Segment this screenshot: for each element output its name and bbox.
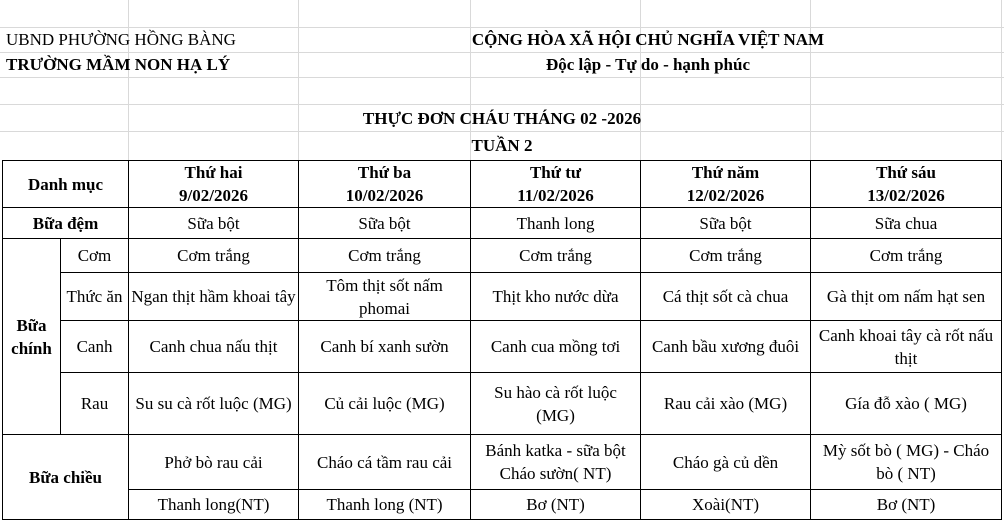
menu-cell: Canh cua mồng tơi bbox=[471, 321, 641, 373]
menu-cell: Thanh long(NT) bbox=[129, 490, 299, 520]
sub-label: Thức ăn bbox=[61, 273, 129, 321]
table-row bbox=[3, 273, 1002, 321]
table-row bbox=[3, 490, 1002, 520]
menu-cell: Canh bí xanh sườn bbox=[299, 321, 471, 373]
menu-cell: Su su cà rốt luộc (MG) bbox=[129, 373, 299, 435]
menu-table bbox=[2, 160, 1002, 520]
menu-cell: Sữa chua bbox=[811, 208, 1002, 239]
menu-cell: Sữa bột bbox=[641, 208, 811, 239]
menu-cell: Canh chua nấu thịt bbox=[129, 321, 299, 373]
menu-cell: Thịt kho nước dừa bbox=[471, 273, 641, 321]
table-row bbox=[3, 435, 1002, 490]
menu-cell: Cháo cá tầm rau cải bbox=[299, 435, 471, 490]
nation-line-1: CỘNG HÒA XÃ HỘI CHỦ NGHĨA VIỆT NAM bbox=[471, 30, 825, 49]
menu-cell: Cơm trắng bbox=[641, 239, 811, 273]
table-header-row bbox=[3, 161, 1002, 208]
nation-line-2: Độc lập - Tự do - hạnh phúc bbox=[545, 55, 751, 74]
sub-label: Cơm bbox=[61, 239, 129, 273]
menu-cell: Gà thịt om nấm hạt sen bbox=[811, 273, 1002, 321]
menu-cell: Bơ (NT) bbox=[471, 490, 641, 520]
table-row bbox=[3, 321, 1002, 373]
org-line-1: UBND PHƯỜNG HỒNG BÀNG bbox=[6, 30, 236, 49]
menu-cell: Cơm trắng bbox=[129, 239, 299, 273]
menu-cell: Phở bò rau cải bbox=[129, 435, 299, 490]
menu-cell: Bơ (NT) bbox=[811, 490, 1002, 520]
menu-cell: Cháo gà củ dền bbox=[641, 435, 811, 490]
day-header: Thứ hai 9/02/2026 bbox=[129, 161, 299, 208]
menu-cell: Củ cải luộc (MG) bbox=[299, 373, 471, 435]
day-header: Thứ tư 11/02/2026 bbox=[471, 161, 641, 208]
menu-cell: Sữa bột bbox=[299, 208, 471, 239]
menu-cell: Rau cải xào (MG) bbox=[641, 373, 811, 435]
table-row bbox=[3, 239, 1002, 273]
menu-cell: Gía đỗ xào ( MG) bbox=[811, 373, 1002, 435]
sub-label: Canh bbox=[61, 321, 129, 373]
menu-cell: Canh bầu xương đuôi bbox=[641, 321, 811, 373]
day-header: Thứ sáu 13/02/2026 bbox=[811, 161, 1002, 208]
table-row bbox=[3, 208, 1002, 239]
category-header: Danh mục bbox=[3, 161, 129, 208]
menu-cell: Cơm trắng bbox=[811, 239, 1002, 273]
day-header: Thứ năm 12/02/2026 bbox=[641, 161, 811, 208]
menu-cell: Bánh katka - sữa bột Cháo sườn( NT) bbox=[471, 435, 641, 490]
menu-cell: Xoài(NT) bbox=[641, 490, 811, 520]
sub-label: Rau bbox=[61, 373, 129, 435]
menu-cell: Mỳ sốt bò ( MG) - Cháo bò ( NT) bbox=[811, 435, 1002, 490]
menu-cell: Canh khoai tây cà rốt nấu thịt bbox=[811, 321, 1002, 373]
menu-cell: Tôm thịt sốt nấm phomai bbox=[299, 273, 471, 321]
menu-cell: Cơm trắng bbox=[299, 239, 471, 273]
menu-cell: Thanh long bbox=[471, 208, 641, 239]
meal-label: Bữa đệm bbox=[3, 208, 129, 239]
day-header: Thứ ba 10/02/2026 bbox=[299, 161, 471, 208]
org-line-2: TRƯỜNG MẦM NON HẠ LÝ bbox=[6, 55, 231, 74]
table-row bbox=[3, 373, 1002, 435]
menu-cell: Thanh long (NT) bbox=[299, 490, 471, 520]
menu-cell: Cá thịt sốt cà chua bbox=[641, 273, 811, 321]
menu-cell: Ngan thịt hầm khoai tây bbox=[129, 273, 299, 321]
menu-cell: Su hào cà rốt luộc (MG) bbox=[471, 373, 641, 435]
menu-week: TUẦN 2 bbox=[471, 136, 533, 155]
menu-cell: Sữa bột bbox=[129, 208, 299, 239]
meal-label: Bữa chiều bbox=[3, 435, 129, 520]
meal-label: Bữa chính bbox=[3, 239, 61, 435]
menu-title: THỰC ĐƠN CHÁU THÁNG 02 -2026 bbox=[362, 109, 642, 128]
menu-cell: Cơm trắng bbox=[471, 239, 641, 273]
